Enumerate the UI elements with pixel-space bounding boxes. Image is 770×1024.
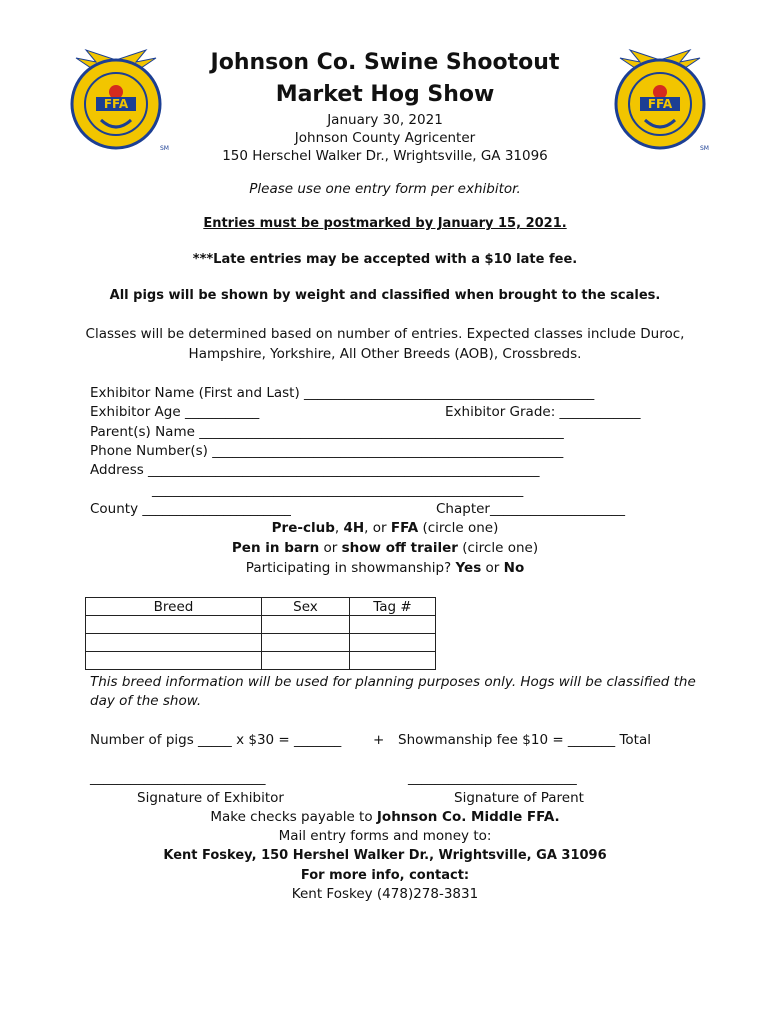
weight-note: All pigs will be shown by weight and classified when brought to the scales. (109, 288, 661, 303)
breed-table (85, 597, 436, 670)
chapter-field[interactable]: Chapter____________________ (436, 501, 625, 517)
more-info: For more info, contact: (300, 868, 470, 883)
pen-choice[interactable]: Pen in barn or show off trailer (circle one) (231, 540, 539, 556)
address-line2-field[interactable]: _______________________________________________________ (152, 482, 524, 498)
one-form-note: Please use one entry form per exhibitor. (249, 181, 521, 197)
svg-text:FFA: FFA (647, 97, 673, 111)
exhibitor-signature-line[interactable]: __________________________ (90, 770, 266, 786)
breed-header: Breed (86, 598, 262, 616)
checks-payable: Make checks payable to Johnson Co. Middle FFA. (210, 809, 560, 825)
parent-signature-line[interactable]: _________________________ (408, 770, 577, 786)
exhibitor-signature-label: Signature of Exhibitor (137, 790, 284, 806)
contact-info: Kent Foskey (478)278-3831 (291, 886, 479, 902)
late-fee-note: ***Late entries may be accepted with a $10 late fee. (192, 252, 578, 267)
classes-note-line1: Classes will be determined based on number of entries. Expected classes include Duroc, (85, 326, 685, 342)
county-field[interactable]: County ______________________ (90, 501, 291, 517)
svg-text:SM: SM (700, 145, 709, 152)
parent-name-field[interactable]: Parent(s) Name ______________________________________________________ (90, 424, 564, 440)
svg-text:SM: SM (160, 145, 169, 152)
table-row[interactable] (86, 634, 436, 652)
svg-text:FFA: FFA (103, 97, 129, 111)
address-field[interactable]: Address __________________________________________________________ (90, 462, 540, 478)
exhibitor-grade-field[interactable]: Exhibitor Grade: ____________ (445, 404, 641, 420)
showmanship-fee-field[interactable]: Showmanship fee $10 = _______ Total (398, 732, 651, 748)
exhibitor-age-field[interactable]: Exhibitor Age ___________ (90, 404, 260, 420)
event-address: 150 Herschel Walker Dr., Wrightsville, GA 31096 (222, 148, 548, 164)
pigs-fee-field[interactable]: Number of pigs _____ x $30 = _______ (90, 732, 342, 748)
breed-note-line2: day of the show. (90, 693, 202, 709)
club-choice[interactable]: Pre-club, 4H, or FFA (circle one) (271, 520, 499, 536)
title-line-2: Market Hog Show (275, 82, 495, 107)
mail-instructions: Mail entry forms and money to: (278, 828, 492, 844)
classes-note-line2: Hampshire, Yorkshire, All Other Breeds (AOB), Crossbreds. (188, 346, 582, 362)
breed-note-line1: This breed information will be used for planning purposes only. Hogs will be classified the (90, 674, 696, 690)
parent-signature-label: Signature of Parent (454, 790, 584, 806)
event-venue: Johnson County Agricenter (294, 130, 476, 146)
title-line-1: Johnson Co. Swine Shootout (210, 50, 560, 75)
sex-header: Sex (262, 598, 350, 616)
plus-sign: + (373, 732, 385, 748)
table-row[interactable] (86, 652, 436, 670)
mail-address: Kent Foskey, 150 Hershel Walker Dr., Wrightsville, GA 31096 (163, 848, 607, 863)
exhibitor-name-field[interactable]: Exhibitor Name (First and Last) ___________________________________________ (90, 385, 595, 401)
showmanship-question[interactable]: Participating in showmanship? Yes or No (245, 560, 525, 576)
table-row[interactable] (86, 616, 436, 634)
tag-header: Tag # (350, 598, 436, 616)
event-date: January 30, 2021 (327, 112, 443, 128)
phone-field[interactable]: Phone Number(s) ____________________________________________________ (90, 443, 564, 459)
deadline-note: Entries must be postmarked by January 15, 2021. (203, 216, 567, 231)
